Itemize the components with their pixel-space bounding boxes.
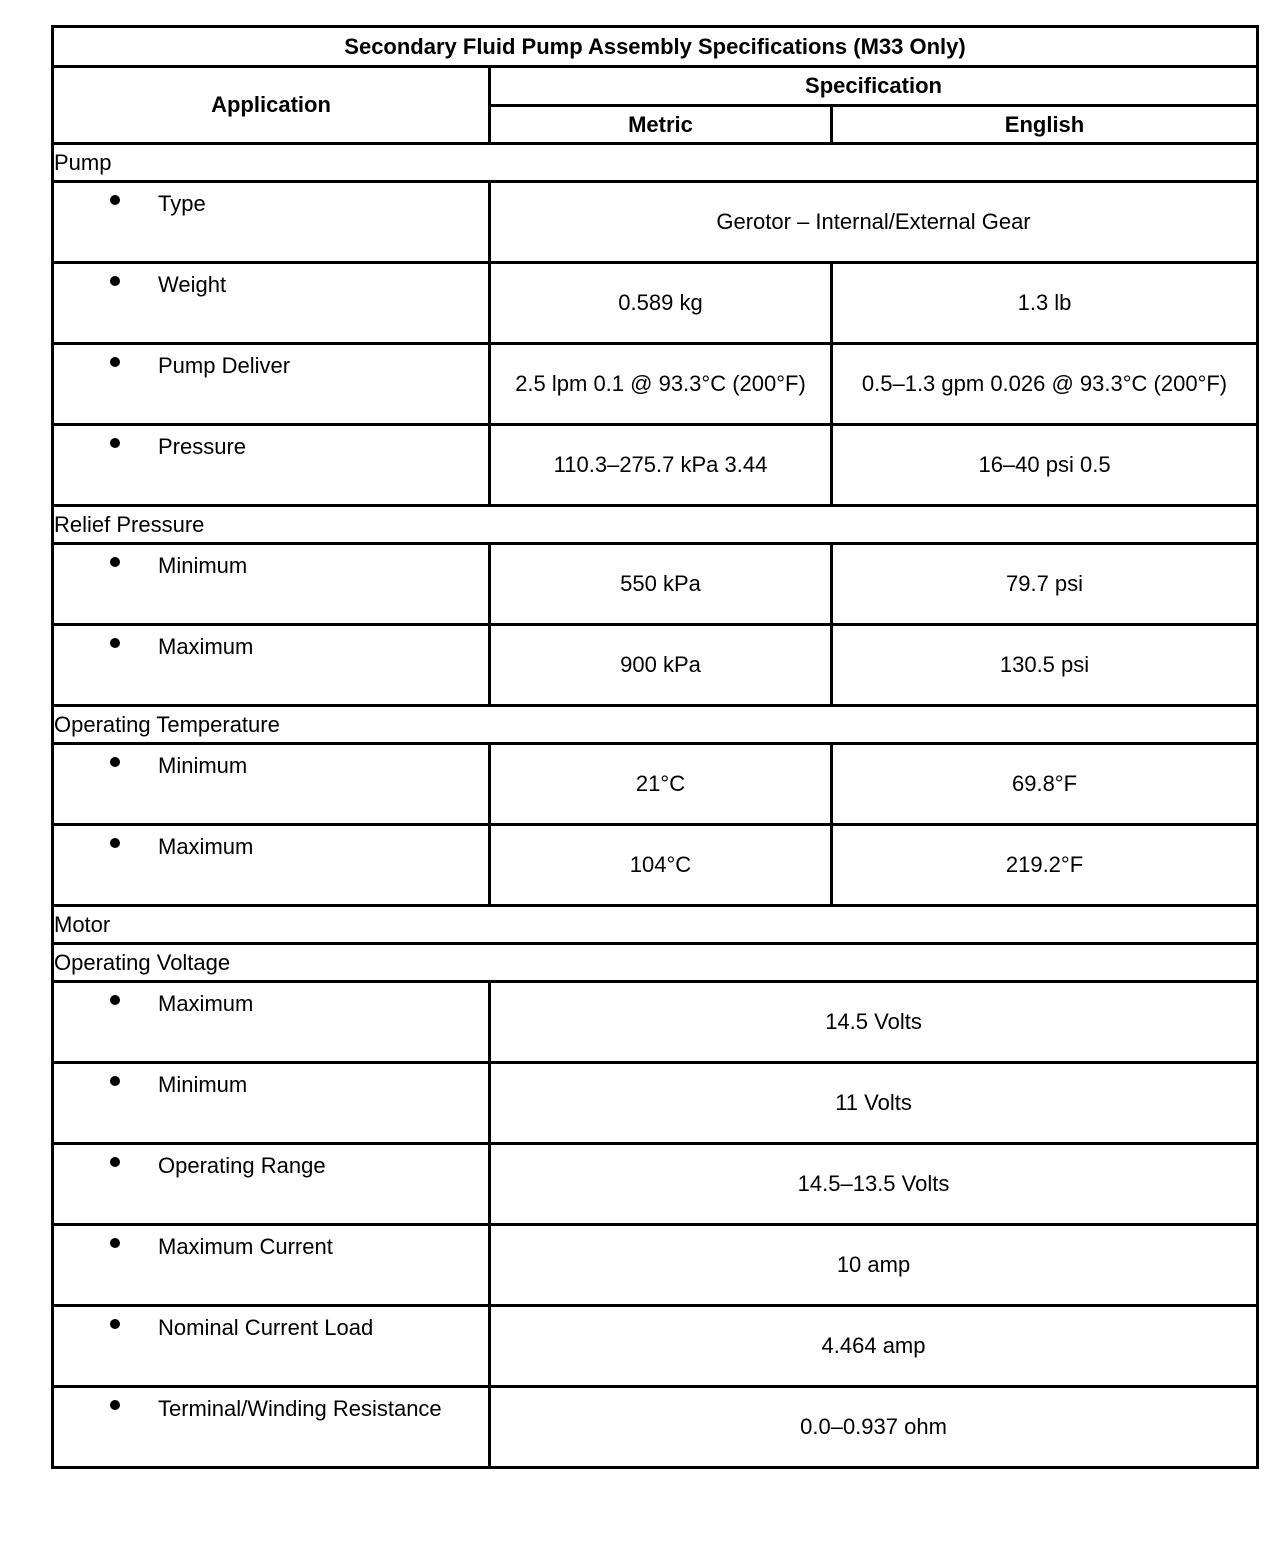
section-title: Operating Voltage xyxy=(53,944,1258,982)
bullet-icon xyxy=(110,195,120,205)
combined-value-cell: 14.5 Volts xyxy=(490,982,1258,1063)
english-value-cell: 79.7 psi xyxy=(832,544,1258,625)
row-label: Weight xyxy=(158,272,227,297)
row-label: Minimum xyxy=(158,553,248,578)
application-cell xyxy=(53,1387,490,1468)
section-title: Operating Temperature xyxy=(53,706,1258,744)
section-row xyxy=(53,944,1258,982)
metric-value-cell: 110.3–275.7 kPa 3.44 xyxy=(490,425,832,506)
table-row xyxy=(53,1144,1258,1225)
table-row xyxy=(53,744,1258,825)
table-row xyxy=(53,982,1258,1063)
bullet-icon xyxy=(110,757,120,767)
table-row xyxy=(53,1225,1258,1306)
application-cell xyxy=(53,1063,490,1144)
application-cell xyxy=(53,344,490,425)
application-cell xyxy=(53,825,490,906)
row-label: Maximum xyxy=(158,834,254,859)
bullet-icon xyxy=(110,638,120,648)
application-cell xyxy=(53,744,490,825)
application-cell xyxy=(53,982,490,1063)
application-cell xyxy=(53,544,490,625)
english-value-cell: 130.5 psi xyxy=(832,625,1258,706)
section-row xyxy=(53,144,1258,182)
application-cell xyxy=(53,425,490,506)
metric-value-cell: 0.589 kg xyxy=(490,263,832,344)
table-row xyxy=(53,263,1258,344)
bullet-icon xyxy=(110,276,120,286)
section-title: Motor xyxy=(53,906,1258,944)
row-label: Nominal Current Load xyxy=(158,1315,374,1340)
application-cell xyxy=(53,1225,490,1306)
row-label: Maximum xyxy=(158,991,254,1016)
table-row xyxy=(53,544,1258,625)
table-row xyxy=(53,425,1258,506)
combined-value-cell: 11 Volts xyxy=(490,1063,1258,1144)
row-label: Type xyxy=(158,191,206,216)
combined-value-cell: Gerotor – Internal/External Gear xyxy=(490,182,1258,263)
bullet-icon xyxy=(110,438,120,448)
table-row xyxy=(53,825,1258,906)
combined-value-cell: 4.464 amp xyxy=(490,1306,1258,1387)
combined-value-cell: 0.0–0.937 ohm xyxy=(490,1387,1258,1468)
application-cell xyxy=(53,1306,490,1387)
bullet-icon xyxy=(110,995,120,1005)
table-body xyxy=(53,144,1258,1468)
row-label: Pressure xyxy=(158,434,247,459)
application-header: Application xyxy=(53,67,490,144)
english-value-cell: 16–40 psi 0.5 xyxy=(832,425,1258,506)
section-row xyxy=(53,706,1258,744)
bullet-icon xyxy=(110,557,120,567)
bullet-icon xyxy=(110,1238,120,1248)
metric-value-cell: 104°C xyxy=(490,825,832,906)
row-label: Minimum xyxy=(158,753,248,778)
metric-header: Metric xyxy=(490,105,832,144)
bullet-icon xyxy=(110,1319,120,1329)
table-row xyxy=(53,625,1258,706)
specification-header: Specification xyxy=(490,67,1258,106)
table-row xyxy=(53,344,1258,425)
application-cell xyxy=(53,625,490,706)
row-label: Pump Deliver xyxy=(158,353,291,378)
metric-value-cell: 2.5 lpm 0.1 @ 93.3°C (200°F) xyxy=(490,344,832,425)
bullet-icon xyxy=(110,1076,120,1086)
combined-value-cell: 10 amp xyxy=(490,1225,1258,1306)
metric-value-cell: 21°C xyxy=(490,744,832,825)
section-row xyxy=(53,506,1258,544)
bullet-icon xyxy=(110,838,120,848)
table-row xyxy=(53,1387,1258,1468)
combined-value-cell: 14.5–13.5 Volts xyxy=(490,1144,1258,1225)
specifications-table xyxy=(51,25,1259,1469)
bullet-icon xyxy=(110,1157,120,1167)
table-row xyxy=(53,1063,1258,1144)
section-title: Pump xyxy=(53,144,1258,182)
application-cell xyxy=(53,182,490,263)
english-value-cell: 1.3 lb xyxy=(832,263,1258,344)
row-label: Terminal/Winding Resistance xyxy=(158,1396,442,1421)
table-row xyxy=(53,182,1258,263)
row-label: Maximum Current xyxy=(158,1234,333,1259)
bullet-icon xyxy=(110,357,120,367)
section-title: Relief Pressure xyxy=(53,506,1258,544)
bullet-icon xyxy=(110,1400,120,1410)
metric-value-cell: 550 kPa xyxy=(490,544,832,625)
metric-value-cell: 900 kPa xyxy=(490,625,832,706)
application-cell xyxy=(53,1144,490,1225)
row-label: Maximum xyxy=(158,634,254,659)
table-title: Secondary Fluid Pump Assembly Specifications (M33 Only) xyxy=(53,27,1258,67)
english-value-cell: 219.2°F xyxy=(832,825,1258,906)
section-row xyxy=(53,906,1258,944)
english-value-cell: 69.8°F xyxy=(832,744,1258,825)
row-label: Operating Range xyxy=(158,1153,326,1178)
table-row xyxy=(53,1306,1258,1387)
row-label: Minimum xyxy=(158,1072,248,1097)
english-value-cell: 0.5–1.3 gpm 0.026 @ 93.3°C (200°F) xyxy=(832,344,1258,425)
english-header: English xyxy=(832,105,1258,144)
application-cell xyxy=(53,263,490,344)
